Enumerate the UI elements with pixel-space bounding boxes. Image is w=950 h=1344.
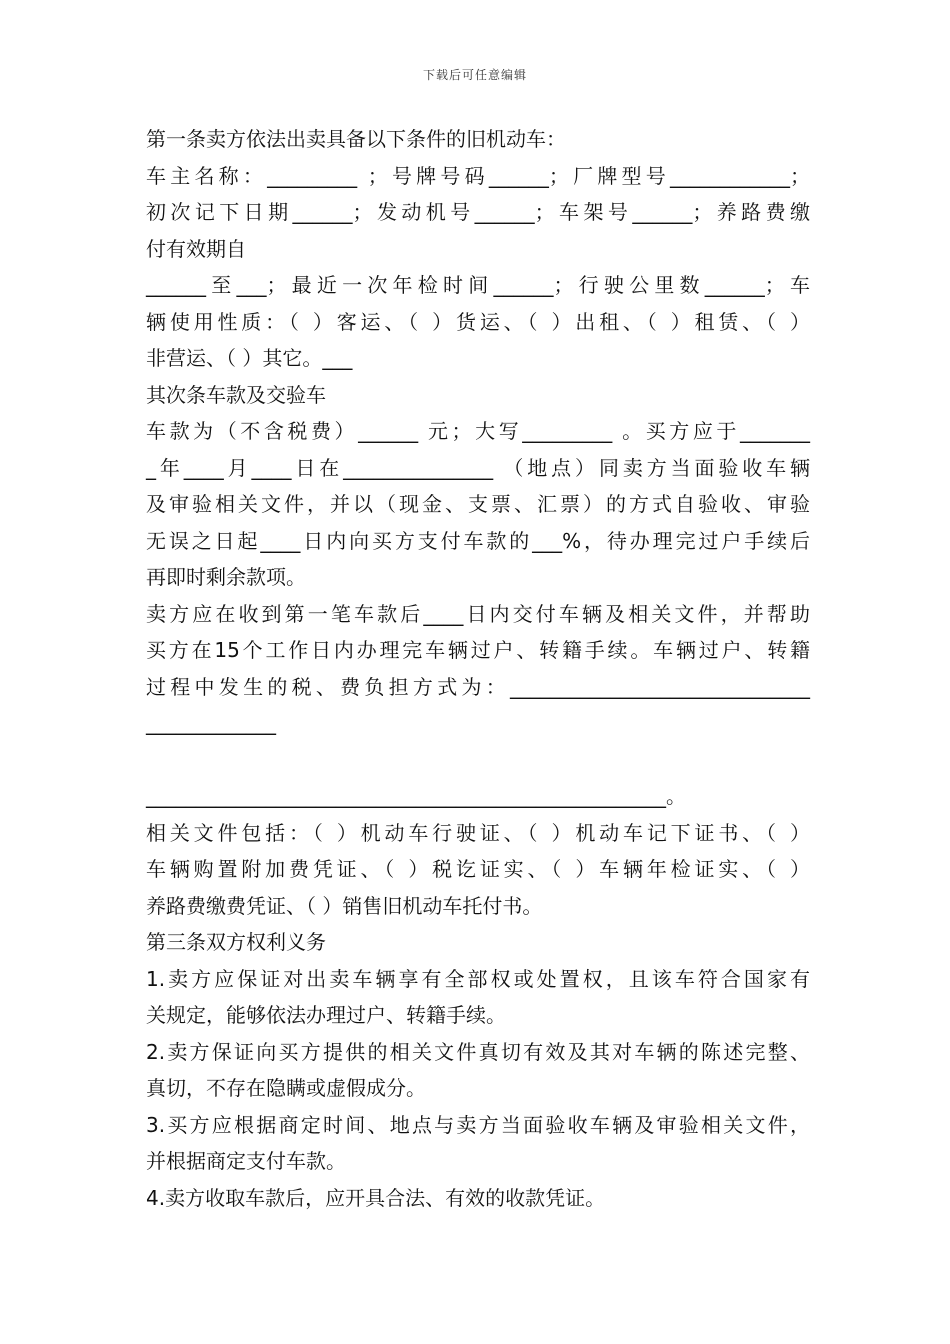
clause-3-heading: 第三条双方权利义务	[146, 930, 326, 954]
text-line: _____________	[146, 711, 276, 735]
text-line: 车款为（不含税费）______ 元；大写_________ 。买方应于_______	[146, 419, 810, 443]
text-line: 车辆购置附加费凭证、（ ）税讫证实、（ ）车辆年检证实、（ ）	[146, 857, 810, 881]
text-line: 辆使用性质：（ ）客运、（ ）货运、（ ）出租、（ ）租赁、（ ）	[146, 309, 810, 334]
text-line: 2.卖方保证向买方提供的相关文件真切有效及其对车辆的陈述完整、	[146, 1039, 810, 1064]
text-line: 并根据商定支付车款。	[146, 1149, 346, 1173]
text-line: 买方在15个工作日内办理完车辆过户、转籍手续。车辆过户、转籍	[146, 638, 810, 662]
text-line: 初次记下日期______；发动机号______；车架号______；养路费缴	[146, 200, 810, 224]
text-line: 1.卖方应保证对出卖车辆享有全部权或处置权，且该车符合国家有	[146, 966, 810, 991]
text-line: 养路费缴费凭证、（ ）销售旧机动车托付书。	[146, 893, 543, 918]
page-header: 下载后可任意编辑	[422, 68, 527, 82]
text-line: 4.卖方收取车款后，应开具合法、有效的收款凭证。	[146, 1185, 606, 1210]
clause-1-heading: 第一条卖方依法出卖具备以下条件的旧机动车：	[146, 127, 566, 151]
text-line: 再即时剩余款项。	[146, 565, 306, 589]
text-line: 相关文件包括：（ ）机动车行驶证、（ ）机动车记下证书、（ ）	[146, 820, 810, 845]
text-line: 车主名称：_________ ；号牌号码______；厂牌型号____________；	[146, 163, 810, 188]
text-line: 付有效期自	[146, 236, 246, 261]
text-line: 关规定，能够依法办理过户、转籍手续。	[146, 1003, 506, 1027]
text-line: ____________________________________________________。	[146, 784, 686, 808]
text-line: 真切，不存在隐瞒或虚假成分。	[146, 1076, 426, 1100]
text-line: ______至___；最近一次年检时间______；行驶公里数______；车	[146, 273, 810, 297]
text-line: 3.买方应根据商定时间、地点与卖方当面验收车辆及审验相关文件，	[146, 1112, 810, 1137]
text-line: 过程中发生的税、费负担方式为：______________________________	[146, 674, 810, 699]
text-line: 及审验相关文件，并以（现金、支票、汇票）的方式自验收、审验	[146, 492, 810, 516]
text-line: 无误之日起____日内向买方支付车款的___%，待办理完过户手续后	[146, 528, 810, 553]
document-body	[146, 121, 810, 1216]
text-line: 非营运、（ ）其它。___	[146, 346, 353, 370]
clause-2-heading: 其次条车款及交验车	[146, 382, 326, 407]
blank-line	[146, 742, 810, 779]
text-line: _年____月____日在_______________ （地点）同卖方当面验收车辆	[146, 455, 810, 480]
text-line: 卖方应在收到第一笔车款后____日内交付车辆及相关文件，并帮助	[146, 601, 810, 626]
